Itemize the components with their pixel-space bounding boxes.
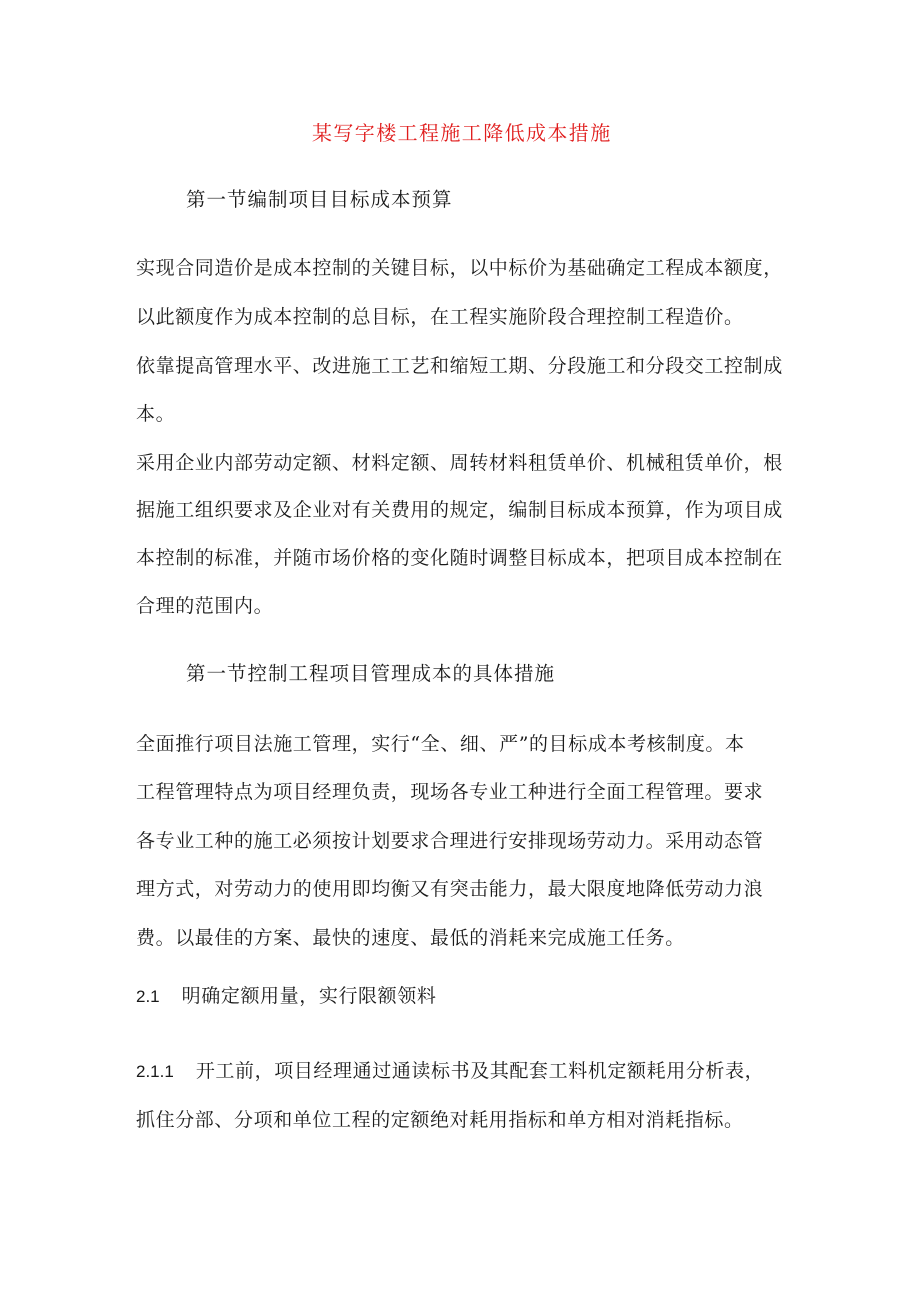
subsection-number: 2.1 — [136, 987, 160, 1006]
subsection-2-1-1 — [136, 1058, 764, 1085]
paragraph-line: 抓住分部、分项和单位工程的定额绝对耗用指标和单方相对消耗指标。 — [136, 1109, 744, 1131]
paragraph-line: 实现合同造价是成本控制的关键目标，以中标价为基础确定工程成本额度， — [136, 257, 783, 279]
paragraph-line: 费。以最佳的方案、最快的速度、最低的消耗来完成施工任务。 — [136, 927, 685, 949]
paragraph-line: 各专业工种的施工必须按计划要求合理进行安排现场劳动力。采用动态管 — [136, 830, 764, 852]
section-heading-1: 第一节编制项目目标成本预算 — [186, 188, 453, 211]
paragraph-line: 采用企业内部劳动定额、材料定额、周转材料租赁单价、机械租赁单价，根 — [136, 452, 783, 474]
paragraph-line: 工程管理特点为项目经理负责，现场各专业工种进行全面工程管理。要求 — [136, 781, 764, 803]
paragraph-line: 据施工组织要求及企业对有关费用的规定，编制目标成本预算，作为项目成 — [136, 499, 783, 521]
paragraph-line: 理方式，对劳动力的使用即均衡又有突击能力，最大限度地降低劳动力浪 — [136, 878, 764, 900]
subsection-text: 开工前，项目经理通过通读标书及其配套工料机定额耗用分析表， — [195, 1060, 765, 1082]
paragraph-line: 合理的范围内。 — [136, 595, 274, 617]
paragraph-line: 以此额度作为成本控制的总目标，在工程实施阶段合理控制工程造价。 — [136, 306, 744, 328]
section-heading-2: 第一节控制工程项目管理成本的具体措施 — [186, 662, 556, 685]
subsection-number: 2.1.1 — [136, 1062, 174, 1081]
paragraph-line: 本控制的标准，并随市场价格的变化随时调整目标成本，把项目成本控制在 — [136, 547, 783, 569]
subsection-2-1 — [136, 983, 436, 1010]
paragraph-line: 依靠提高管理水平、改进施工工艺和缩短工期、分段施工和分段交工控制成 — [136, 355, 783, 377]
subsection-title: 明确定额用量，实行限额领料 — [181, 985, 437, 1007]
paragraph-line: 本。 — [136, 403, 176, 425]
document-title: 某写字楼工程施工降低成本措施 — [312, 121, 612, 145]
paragraph-line: 全面推行项目法施工管理，实行“全、细、严”的目标成本考核制度。本 — [136, 733, 745, 755]
